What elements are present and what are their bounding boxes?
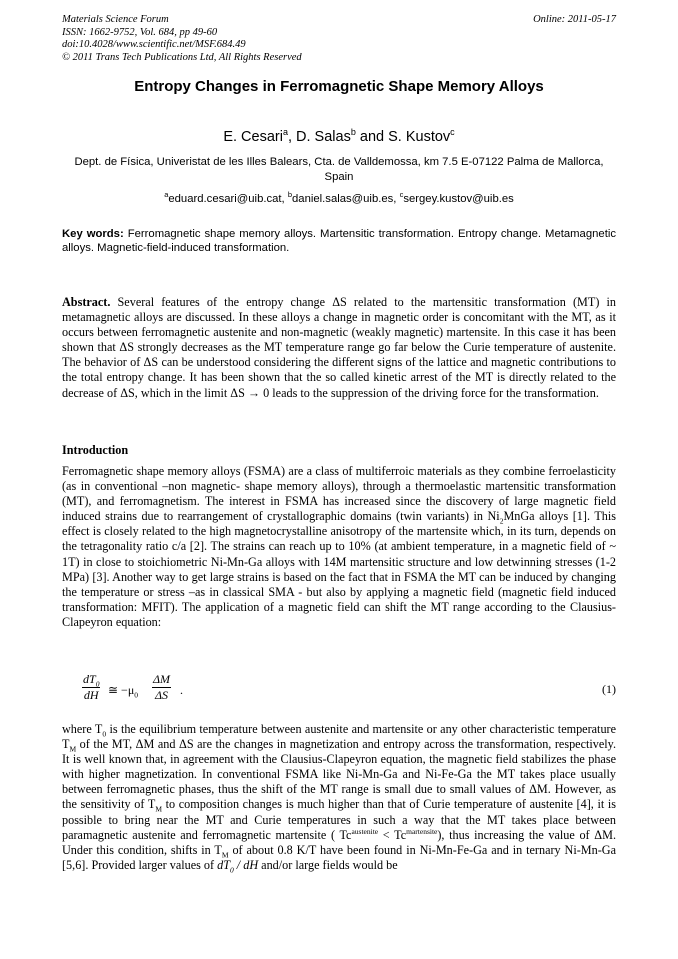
paragraph-text: to composition changes is much higher than that of Curie temperature of austenite [4], it is possible to bring near the MT and Curie temperatures in such a way that the MT takes place between paramagnetic austenite and ferromagnetic martensite ( Tc: [62, 797, 616, 842]
math-text: dT: [217, 857, 230, 872]
affiliation: Dept. de Física, Univeristat de les Illes Balears, Cta. de Valldemossa, km 7.5 E-07122 Palma de Mallorca, Spain: [74, 156, 604, 183]
author-name: E. Cesari: [223, 129, 283, 145]
author-list: [40, 129, 638, 145]
author-affil-mark: c: [450, 127, 455, 138]
paragraph-text: Ferromagnetic shape memory alloys (FSMA) are a class of multiferroic materials as they combine ferroelasticity (as in conventional –non magnetic- shape memory alloys), through a thermoelastic martensitic transformation (MT), and ferromagnetism. The interest in FSMA has increased since the discovery of large magnetic field induced strains due to rearrangement of crystallographic domains (twin variants) in Ni: [62, 464, 616, 524]
author-name: D. Salas: [296, 129, 351, 145]
author-affil-mark: a: [282, 127, 288, 138]
email-address: sergey.kustov@uib.es: [403, 193, 514, 205]
paragraph-text: of the MT, ΔM and ΔS are the changes in magnetization and entropy across the transformation, respectively. It is well known that, in agreement with the Clausius-Clapeyron equation, the magnetic field stabilizes the phase with higher magnetization. In conventional FSMA like Ni-Mn-Ga and Ni-Fe-Ga the MT takes place usually between ferromagnetic phases, thus the shift of the MT range is small due to small values of ΔM. However, as the sensitivity of T: [62, 737, 616, 812]
email-mark: c: [399, 190, 404, 200]
equation-1: [62, 670, 616, 714]
journal-header: [62, 14, 616, 64]
author-separator: and: [355, 129, 389, 145]
fraction-denominator: dH: [83, 688, 99, 702]
math-text: / dH: [233, 857, 259, 872]
paragraph-text: of about 0.8 K/T have been found in Ni-Mn-Fe-Ga and in ternary Ni-Mn-Ga [5,6]. Provided larger values of: [62, 842, 616, 872]
email-address: eduard.cesari@uib.cat,: [168, 193, 288, 205]
email-mark: b: [287, 190, 293, 200]
superscript: martensite: [406, 826, 438, 836]
keywords-label: Key words:: [62, 228, 124, 240]
author-separator: ,: [287, 129, 297, 145]
journal-name: Materials Science Forum: [62, 14, 169, 25]
issn: ISSN: 1662-9752, Vol. 684, pp 49-60: [62, 26, 218, 38]
abstract: [62, 295, 616, 401]
email-address: daniel.salas@uib.es,: [292, 193, 400, 205]
keywords: [62, 228, 616, 255]
subscript: 0: [230, 865, 234, 875]
paragraph-text: is the equilibrium temperature between austenite and martensite or any other characteristic temperature T: [62, 722, 617, 752]
inline-math: [217, 857, 259, 875]
abstract-label: Abstract.: [62, 295, 111, 309]
paragraph-text: where T: [62, 722, 103, 736]
math-text: ≅ −μ: [108, 683, 135, 697]
fraction-numerator: ΔM: [153, 672, 171, 686]
email-mark: a: [164, 190, 169, 200]
author-affil-mark: b: [350, 127, 356, 138]
math-text: dT: [83, 672, 96, 686]
subscript: 0: [95, 679, 100, 689]
paragraph-text: MnGa alloys [1]. This effect is closely related to the high magnetocrystalline anisotropy of the martensite which, in its turn, depends on the tetragonality ratio c/a [2]. The strains can reach up to 10% (at ambient temperature, in a magnetic field of ~ 1T) in close to stoichiometric Ni-Mn-Ga alloys with 14M martensitic structure and low detwinning stresses (1-2 MPa) [3]. Another way to get large strains is based on the fact that in FSMA the MT can be induced by changing the temperature or stress –as in classical SMA - but also by applying a magnetic field (magnetic field induced transformation: MFIT). The application of a magnetic field can shift the MT range according to the Clausius-Clapeyron equation:: [62, 509, 616, 629]
copyright: © 2011 Trans Tech Publications Ltd, All Rights Reserved: [62, 51, 302, 63]
author-name: S. Kustov: [388, 129, 451, 145]
body-paragraph: [62, 722, 616, 873]
introduction-paragraph: [62, 464, 616, 630]
section-heading-introduction: Introduction: [62, 443, 129, 457]
online-date: Online: 2011-05-17: [533, 14, 616, 25]
math-relation: [108, 683, 138, 698]
email-list: [62, 190, 616, 205]
paragraph-text: ), thus increasing the value of ΔM. Under this condition, shifts in T: [62, 827, 616, 857]
fraction-lhs: [82, 672, 100, 703]
subscript: M: [69, 744, 77, 754]
doi: doi:10.4028/www.scientific.net/MSF.684.49: [62, 39, 246, 50]
equation-number: (1): [602, 682, 616, 696]
paper-title: Entropy Changes in Ferromagnetic Shape Memory Alloys: [134, 78, 544, 95]
fraction-denominator: ΔS: [155, 688, 169, 702]
subscript: M: [221, 850, 229, 860]
math-period: .: [180, 683, 183, 697]
subscript: 0: [102, 729, 107, 739]
superscript: austenite: [351, 826, 379, 836]
abstract-text: Several features of the entropy change ΔS related to the martensitic transformation (MT) in metamagnetic alloys are discussed. In these alloys a change in magnetic order is concomitant with the MT, as it occurs between ferromagnetic austenite and non-magnetic (weakly magnetic) martensite. In this case it has been shown that ΔS strongly decreases as the MT temperature range go far below the Curie temperature of austenite. The behavior of ΔS can be understood considering the different signs of the lattice and magnetic contributions to the total entropy change. It has been shown that the so called kinetic arrest of the MT is directly related to the decrease of ΔS, which in the limit ΔS → 0 leads to the suppression of the driving force for the transformation.: [62, 295, 616, 400]
subscript: 2: [499, 516, 504, 526]
fraction-rhs: [152, 672, 171, 703]
keywords-text: Ferromagnetic shape memory alloys. Martensitic transformation. Entropy change. Metamagnetic alloys. Magnetic-field-induced transformation.: [62, 228, 616, 254]
fraction-numerator: [82, 672, 100, 688]
paragraph-text: and/or large fields would be: [258, 857, 398, 872]
paragraph-text: < Tc: [378, 827, 407, 842]
subscript: M: [155, 804, 162, 814]
subscript: 0: [134, 690, 139, 700]
